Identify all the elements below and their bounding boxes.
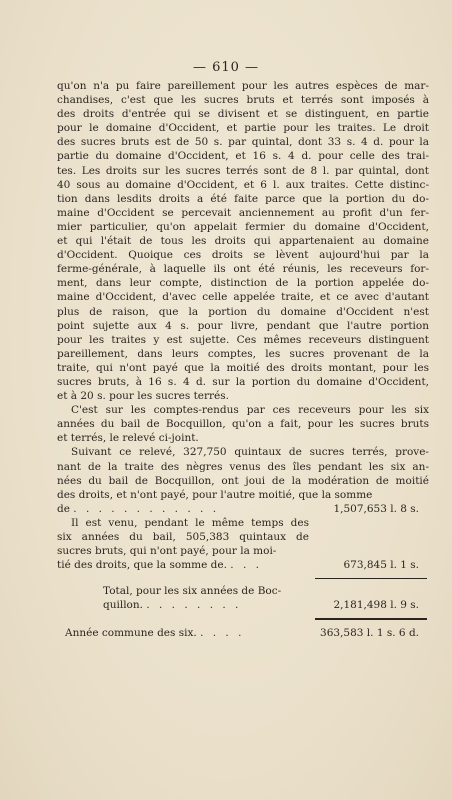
- text-line: sucres bruts, à 16 s. 4 d. sur la portion du domaine d'Occident,: [57, 375, 429, 388]
- sum-label: tié des droits, que la somme de.: [57, 559, 227, 572]
- total-label-end: quillon.: [103, 599, 143, 612]
- text-line: et à 20 s. pour les sucres terrés.: [57, 390, 229, 403]
- total-amount: 2,181,498 l. 9 s.: [333, 599, 419, 612]
- text-line: nant de la traite des nègres venus des îles pendant les six an-: [57, 460, 429, 473]
- text-line: et qui l'était de tous les droits qui appartenaient au domaine: [57, 235, 429, 248]
- text-line: pour le domaine d'Occident, et partie pour les traites. Le droit: [57, 122, 429, 135]
- annee-amount: 363,583 l. 1 s. 6 d.: [320, 627, 419, 640]
- leader-dots: . . . . . . . . . . . .: [73, 502, 220, 515]
- text-line: Il est venu, pendant le même temps des: [71, 516, 309, 529]
- text-line: d'Occident. Quoique ces droits se lèvent aujourd'hui par la: [57, 249, 429, 262]
- paragraph-1: [57, 79, 429, 403]
- paragraph-2: [57, 403, 429, 445]
- annee-line: [57, 626, 429, 640]
- text-line: plus de raison, que la portion du domaine d'Occident n'est: [57, 305, 429, 318]
- rule-wrap-2: [57, 612, 429, 626]
- text-line: ferme-générale, à laquelle ils ont été réunis, les receveurs for-: [57, 263, 429, 276]
- text-line: ment, dans leur compte, distinction de la portion appelée do-: [57, 277, 429, 290]
- sum-line-bruts: [57, 558, 429, 572]
- text-line: qu'on n'a pu faire pareillement pour les autres espèces de mar-: [57, 80, 429, 92]
- leader-dots: . . . . . . . .: [146, 599, 242, 612]
- text-line: 40 sous au domaine d'Occident, et 6 l. aux traites. Cette distinc-: [57, 178, 429, 191]
- total-label-line: [57, 584, 429, 598]
- paragraph-3: [57, 445, 429, 501]
- text-body: [57, 79, 429, 641]
- sum-label: de: [57, 502, 70, 515]
- annee-label: Année commune des six.: [65, 627, 197, 640]
- text-line: maine d'Occident, d'avec celle appelée traite, et ce avec d'autant: [57, 291, 429, 304]
- text-line: traite, qui n'ont payé que la moitié des droits montant, pour les: [57, 361, 429, 374]
- text-line: C'est sur les comptes-rendus par ces receveurs pour les six: [71, 404, 429, 417]
- text-line: pour les traites y est sujette. Ces mêmes receveurs distinguent: [57, 333, 429, 346]
- text-line: tes. Les droits sur les sucres terrés sont de 8 l. par quintal, dont: [57, 164, 429, 177]
- sum-line-terres: [57, 502, 429, 516]
- leader-dots: . . .: [230, 559, 262, 572]
- leader-dots: . . . .: [200, 627, 245, 640]
- sum-amount: 1,507,653 l. 8 s.: [333, 502, 419, 515]
- text-line: années du bail de Bocquillon, qu'on a fait, pour les sucres bruts: [57, 418, 429, 431]
- text-line: des droits, et n'ont payé, pour l'autre moitié, que la somme: [57, 488, 373, 501]
- paragraph-4: [57, 516, 309, 558]
- sum-rule: [315, 578, 427, 579]
- text-line: Suivant ce relevé, 327,750 quintaux de sucres terrés, prove-: [71, 446, 429, 459]
- text-line: maine d'Occident se percevait anciennement au profit d'un fer-: [57, 206, 429, 219]
- text-line: nées du bail de Bocquillon, ont joui de la modération de moitié: [57, 474, 429, 487]
- text-line: tion dans lesdits droits a été faite parce que la portion du do-: [57, 192, 429, 205]
- rule-wrap-1: [57, 572, 429, 584]
- text-line: mier particulier, qu'on appelait fermier du domaine d'Occident,: [57, 220, 429, 233]
- sum-amount: 673,845 l. 1 s.: [343, 559, 419, 572]
- text-line: chandises, c'est que les sucres bruts et terrés sont imposés à: [57, 94, 429, 107]
- text-line: pareillement, dans leurs comptes, les sucres provenant de la: [57, 347, 429, 360]
- total-line: [57, 598, 429, 612]
- text-line: des droits d'entrée qui se divisent et se distinguent, en partie: [57, 108, 429, 121]
- text-line: point sujette aux 4 s. pour livre, pendant que l'autre portion: [57, 319, 429, 332]
- total-rule: [315, 618, 427, 620]
- total-label: Total, pour les six années de Boc-: [103, 585, 282, 598]
- text-line: des sucres bruts est de 50 s. par quintal, dont 33 s. 4 d. pour la: [57, 136, 429, 149]
- text-line: partie du domaine d'Occident, et 16 s. 4 d. pour celle des trai-: [57, 150, 429, 163]
- text-line: six années du bail, 505,383 quintaux de: [57, 531, 309, 543]
- text-line: sucres bruts, qui n'ont payé, pour la moi-: [57, 545, 277, 558]
- page-number: — 610 —: [192, 60, 260, 75]
- text-line: et terrés, le relevé ci-joint.: [57, 432, 199, 445]
